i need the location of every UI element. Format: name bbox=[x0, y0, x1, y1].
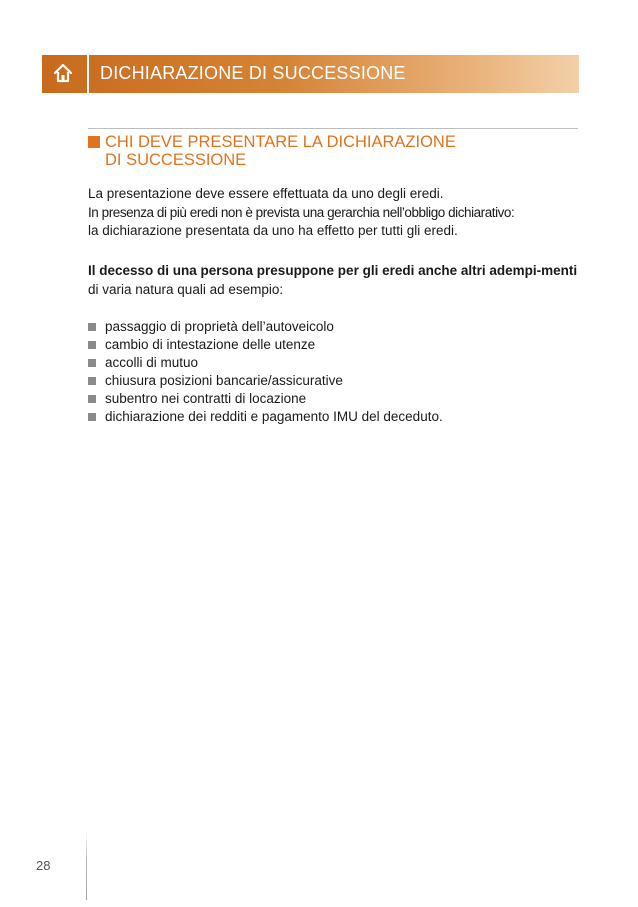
list-item bbox=[88, 408, 583, 426]
bullet-square-icon bbox=[88, 395, 96, 403]
list-item bbox=[88, 354, 583, 372]
section-rule bbox=[88, 128, 578, 129]
footer-divider bbox=[86, 832, 87, 900]
section-heading-line1: CHI DEVE PRESENTARE LA DICHIARAZIONE bbox=[105, 133, 456, 151]
bullet-square-icon bbox=[88, 377, 96, 385]
bullet-square-icon bbox=[88, 413, 96, 421]
list-item-label: cambio di intestazione delle utenze bbox=[105, 337, 316, 352]
intro-paragraph bbox=[88, 185, 583, 241]
list-item bbox=[88, 318, 583, 336]
page-title: DICHIARAZIONE DI SUCCESSIONE bbox=[100, 63, 406, 83]
list-item bbox=[88, 390, 583, 408]
section-heading bbox=[88, 133, 578, 169]
bullet-square-icon bbox=[88, 323, 96, 331]
list-item-label: passaggio di proprietà dell’autoveicolo bbox=[105, 319, 334, 334]
list-item bbox=[88, 336, 583, 354]
list-item-label: dichiarazione dei redditi e pagamento IMU del deceduto. bbox=[105, 409, 443, 424]
intro-line: La presentazione deve essere effettuata da uno degli eredi. bbox=[88, 186, 444, 201]
header-divider bbox=[87, 55, 89, 93]
page-number: 28 bbox=[36, 858, 51, 873]
list-item-label: accolli di mutuo bbox=[105, 355, 199, 370]
section-heading-line2: DI SUCCESSIONE bbox=[105, 151, 247, 169]
list-item-label: subentro nei contratti di locazione bbox=[105, 391, 307, 406]
obligations-paragraph bbox=[88, 262, 583, 299]
obligations-bold-text: Il decesso di una persona presuppone per gli eredi anche altri adempi-menti bbox=[88, 263, 578, 278]
intro-line: In presenza di più eredi non è prevista una gerarchia nell’obbligo dichiarativo: bbox=[88, 204, 515, 220]
bullet-square-icon bbox=[88, 359, 96, 367]
obligations-text: di varia natura quali ad esempio: bbox=[88, 281, 284, 297]
intro-line: la dichiarazione presentata da uno ha effetto per tutti gli eredi. bbox=[88, 223, 458, 238]
home-icon[interactable] bbox=[50, 60, 76, 86]
obligations-list bbox=[88, 318, 583, 426]
list-item bbox=[88, 372, 583, 390]
bullet-square-icon bbox=[88, 341, 96, 349]
heading-bullet-icon bbox=[88, 136, 100, 148]
list-item-label: chiusura posizioni bancarie/assicurative bbox=[105, 373, 343, 388]
